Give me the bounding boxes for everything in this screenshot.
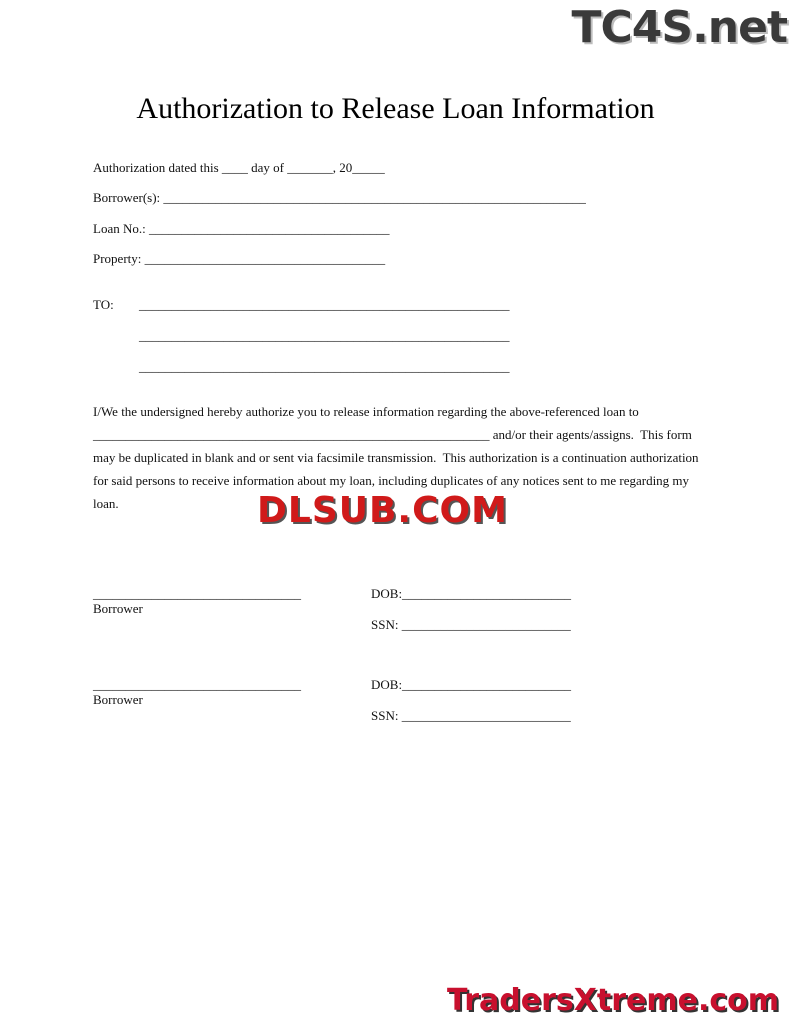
authorization-date-line: Authorization dated this ____ day of _______, 20_____ (93, 160, 385, 175)
ssn-field: SSN: __________________________ (371, 617, 571, 632)
property-field: Property: _____________________________________ (93, 251, 386, 266)
document-title: Authorization to Release Loan Information (136, 92, 655, 125)
to-line-3: _________________________________________________________ (139, 359, 510, 374)
to-line-1: _________________________________________________________ (139, 297, 510, 312)
paragraph-line: loan. (93, 496, 119, 511)
borrower-label: Borrower (93, 601, 143, 616)
paragraph-line: may be duplicated in blank and or sent via facsimile transmission. This authorization is a continuation authorization (93, 450, 699, 465)
dob-field: DOB:__________________________ (371, 677, 572, 692)
dob-field: DOB:__________________________ (371, 586, 572, 601)
paragraph-line: _____________________________________________________________ and/or their agents/assigns. This form (93, 427, 692, 442)
to-label: TO: (93, 297, 114, 312)
watermark-tradersxtreme: TradersXtreme.com (447, 983, 779, 1018)
borrower-label: Borrower (93, 692, 143, 707)
to-line-2: _________________________________________________________ (139, 328, 510, 343)
loan-number-field: Loan No.: _____________________________________ (93, 221, 390, 236)
borrower-signature-line: ________________________________ (93, 586, 301, 601)
watermark-dlsub: DLSUB.COM (257, 490, 508, 531)
borrower-signature-line: ________________________________ (93, 677, 301, 692)
watermark-tc4s: TC4S.net (571, 2, 787, 53)
paragraph-line: for said persons to receive information about my loan, including duplicates of any notices sent to me regarding my (93, 473, 690, 488)
borrowers-field: Borrower(s): _________________________________________________________________ (93, 190, 586, 205)
paragraph-line: I/We the undersigned hereby authorize you to release information regarding the above-referenced loan to (93, 404, 639, 419)
ssn-field: SSN: __________________________ (371, 708, 571, 723)
